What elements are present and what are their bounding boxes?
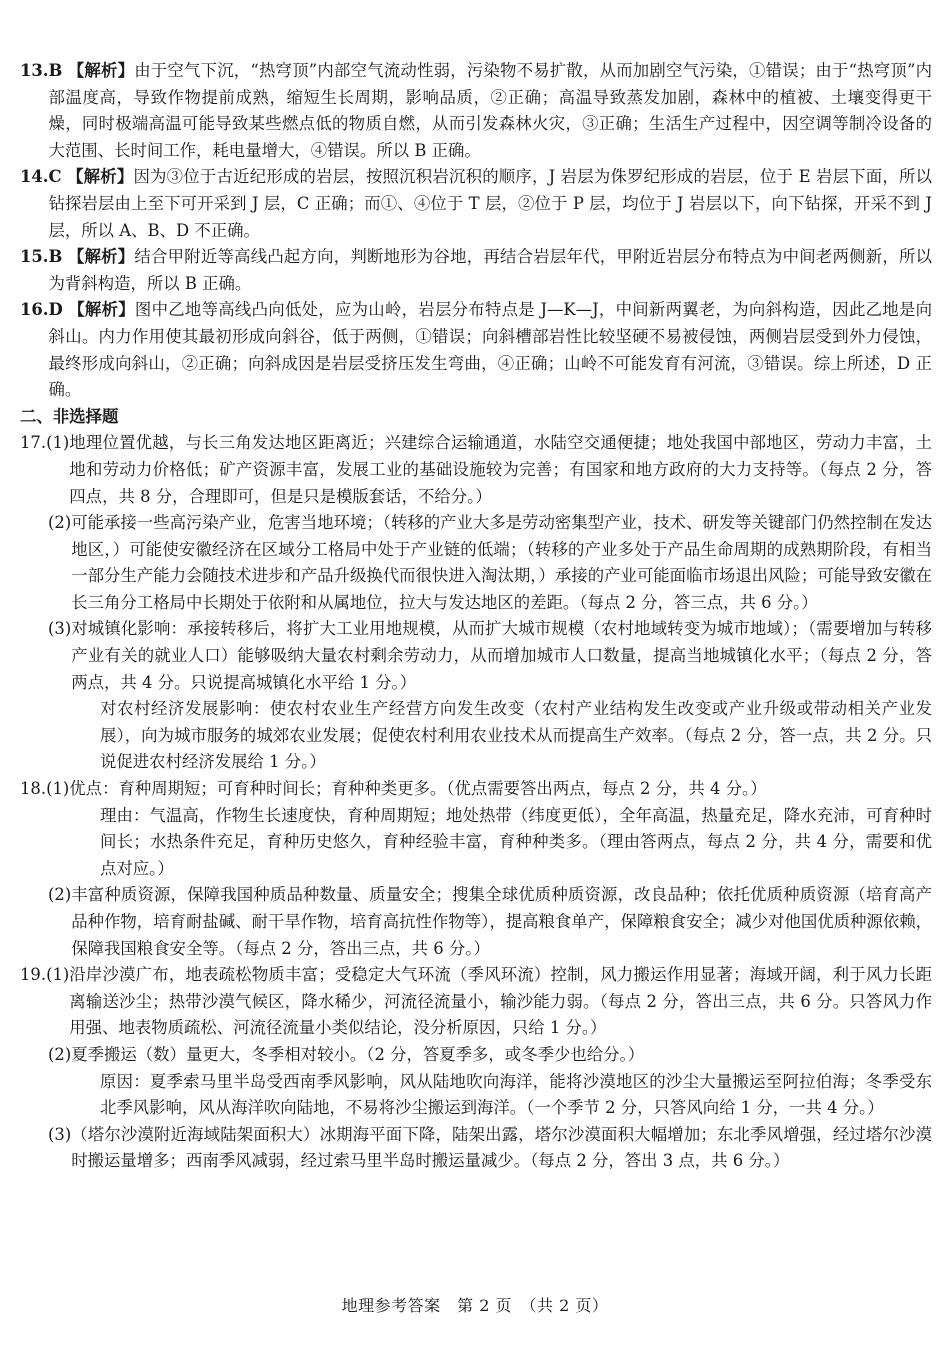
question-number: 16. <box>20 300 49 320</box>
question-number: 19. <box>20 965 47 985</box>
sub-question-number: (1) <box>46 965 70 985</box>
analysis-text: 图中乙地等高线凸向低处，应为山岭，岩层分布特点是 J—K—J，中间新两翼老，为向斜构造，因此乙地是向斜山。内力作用使其最初形成向斜谷，低于两侧，①错误；向斜槽部岩性比较坚硬不易被侵蚀，两侧岩层受到外力侵蚀，最终形成向斜山，②正确；向斜成因是岩层受挤压发生弯曲，④正确；山岭不可能发育有河流，③错误。综上所述，D 正确。 <box>48 300 933 400</box>
sub-question-text: 夏季搬运（数）量更大，冬季相对较小。（2 分，答夏季多，或冬季少也给分。） <box>71 1044 645 1064</box>
analysis-tag: 【解析】 <box>67 247 135 267</box>
sub-question <box>20 1042 932 1069</box>
sub-question-text: 优点：育种周期短；可育种时间长；育种种类更多。（优点需要答出两点，每点 2 分，共 4 分。） <box>69 779 767 799</box>
sub-question-number: (3) <box>48 619 72 639</box>
sub-question-number: (1) <box>46 779 70 799</box>
question-number: 14. <box>20 167 49 187</box>
sub-question <box>20 882 932 962</box>
page-footer: 地理参考答案 第 2 页 （共 2 页） <box>341 1296 609 1315</box>
answer-page <box>20 58 932 1175</box>
question-18 <box>20 776 932 803</box>
sub-question <box>20 1122 932 1175</box>
sub-question <box>46 776 932 803</box>
question-17 <box>20 430 932 510</box>
sub-question-continuation: 对农村经济发展影响：使农村农业生产经营方向发生改变（农村产业结构发生改变或产业升级或带动相关产业发展），向为城市服务的城郊农业发展；促使农村利用农业技术从而提高生产效率。（每点 2 分，答一点，共 2 分。只说促进农村经济发展给 1 分。） <box>100 699 932 772</box>
analysis-tag: 【解析】 <box>67 61 135 80</box>
question-number: 18. <box>20 779 47 799</box>
question-14 <box>20 164 932 244</box>
question-number: 15. <box>20 247 49 267</box>
sub-question-text: 可能承接一些高污染产业，危害当地环境；（转移的产业大多是劳动密集型产业，技术、研发等关键部门仍然控制在发达地区，）可能使安徽经济在区域分工格局中处于产业链的低端；（转移的产业多处于产品生命周期的成熟期阶段，有相当一部分生产能力会随技术进步和产品升级换代而很快进入淘汰期，）承接的产业可能面临市场退出风险；可能导致安徽在长三角分工格局中长期处于依附和从属地位，拉大与发达地区的差距。（每点 2 分，答三点，共 6 分。） <box>71 513 932 612</box>
answer-letter: C <box>48 167 62 187</box>
sub-question-number: (2) <box>48 513 72 533</box>
sub-question <box>46 962 932 1042</box>
question-number: 17. <box>20 433 47 453</box>
sub-question-number: (2) <box>48 885 72 905</box>
sub-question-text: 对城镇化影响：承接转移后，将扩大工业用地规模，从而扩大城市规模（农村地域转变为城市地域）；（需要增加与转移产业有关的就业人口）能够吸纳大量农村剩余劳动力，从而增加城市人口数量，提高当地城镇化水平；（每点 2 分，答两点，共 4 分。只说提高城镇化水平给 1 分。） <box>71 619 932 692</box>
sub-question-text: 地理位置优越，与长三角发达地区距离近；兴建综合运输通道，水陆空交通便捷；地处我国中部地区，劳动力丰富，土地和劳动力价格低；矿产资源丰富，发展工业的基础设施较为完善；有国家和地方政府的大力支持等。（每点 2 分，答四点，共 8 分，合理即可，但是只是模版套话，不给分。） <box>69 433 932 506</box>
section-title: 二、非选择题 <box>20 406 119 426</box>
sub-question-text: （塔尔沙漠附近海域陆架面积大）冰期海平面下降，陆架出露，塔尔沙漠面积大幅增加；东北季风增强，经过塔尔沙漠时搬运量增多；西南季风减弱，经过索马里半岛时搬运量减少。（每点 2 分，答出 3 点，共 6 分。） <box>71 1124 932 1171</box>
sub-question <box>20 510 932 616</box>
question-19 <box>20 962 932 1042</box>
answer-letter: B <box>48 61 63 80</box>
sub-question-continuation: 理由：气温高，作物生长速度快，育种周期短；地处热带（纬度更低），全年高温，热量充足，降水充沛，可育种时间长；水热条件充足，育种历史悠久，育种经验丰富，育种种类多。（理由答两点，每点 2 分，共 4 分，需要和优点对应。） <box>100 805 932 878</box>
sub-question-number: (1) <box>46 433 70 453</box>
answer-letter: D <box>48 300 63 320</box>
analysis-text: 因为③位于古近纪形成的岩层，按照沉积岩沉积的顺序，J 岩层为侏罗纪形成的岩层，位于 E 岩层下面，所以钻探岩层由上至下可开采到 J 层，C 正确；而①、④位于 T 层，②位于 P 层，均位于 J 岩层以下，向下钻探，开采不到 J 层，所以 A、B、D 不正确。 <box>48 167 932 240</box>
analysis-tag: 【解析】 <box>68 300 135 320</box>
sub-question-text: 沿岸沙漠广布，地表疏松物质丰富；受稳定大气环流（季风环流）控制，风力搬运作用显著；海域开阔，利于风力长距离输送沙尘；热带沙漠气候区，降水稀少，河流径流量小，输沙能力弱。（每点 2 分，答出三点，共 6 分。只答风力作用强、地表物质疏松、河流径流量小类似结论，没分析原因，只给 1 分。） <box>69 965 932 1038</box>
question-15 <box>20 244 932 297</box>
sub-question-text: 丰富种质资源，保障我国种质品种数量、质量安全；搜集全球优质种质资源，改良品种；依托优质种质资源（培育高产品种作物，培育耐盐碱、耐干旱作物，培育高抗性作物等），提高粮食单产，保障粮食安全；减少对他国优质种源依赖，保障我国粮食安全等。（每点 2 分，答出三点，共 6 分。） <box>71 885 932 958</box>
question-16 <box>20 297 932 403</box>
analysis-text: 由于空气下沉，“热穹顶”内部空气流动性弱，污染物不易扩散，从而加剧空气污染，①错误；由于“热穹顶”内部温度高，导致作物提前成熟，缩短生长周期，影响品质，②正确；高温导致蒸发加剧，森林中的植被、土壤变得更干燥，同时极端高温可能导致某些燃点低的物质自燃，从而引发森林火灾，③正确；生活生产过程中，因空调等制冷设备的大范围、长时间工作，耗电量增大，④错误。所以 B 正确。 <box>48 61 932 160</box>
analysis-text: 结合甲附近等高线凸起方向，判断地形为谷地，再结合岩层年代，甲附近岩层分布特点为中间老两侧新，所以为背斜构造，所以 B 正确。 <box>48 247 933 293</box>
sub-question-continuation: 原因：夏季索马里半岛受西南季风影响，风从陆地吹向海洋，能将沙漠地区的沙尘大量搬运至阿拉伯海；冬季受东北季风影响，风从海洋吹向陆地，不易将沙尘搬运到海洋。（一个季节 2 分，只答风向给 1 分，一共 4 分。） <box>100 1071 932 1118</box>
sub-question-number: (2) <box>48 1044 72 1064</box>
sub-question-number: (3) <box>48 1124 72 1144</box>
sub-question <box>20 616 932 696</box>
question-13 <box>20 58 932 164</box>
answer-letter: B <box>48 247 63 267</box>
question-number: 13. <box>20 61 49 80</box>
analysis-tag: 【解析】 <box>67 167 134 187</box>
sub-question <box>46 430 932 510</box>
